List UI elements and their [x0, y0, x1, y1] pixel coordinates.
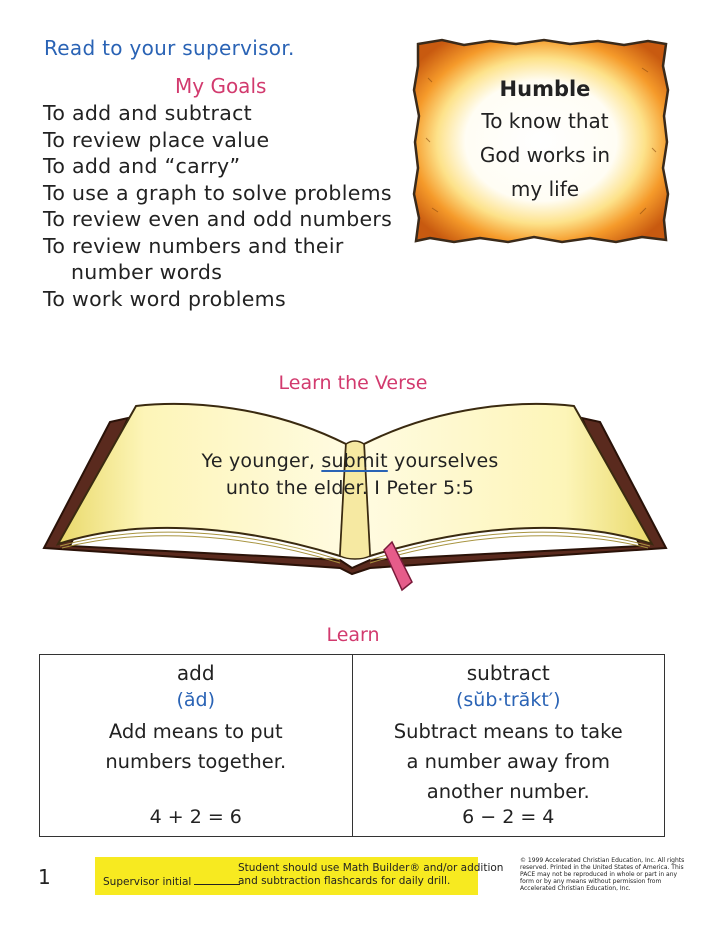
vocabulary-cell-subtract [352, 655, 665, 836]
goal-item: To review place value [43, 127, 270, 152]
example-equation: 4 + 2 = 6 [149, 806, 242, 828]
vocabulary-word: add [176, 661, 215, 685]
pronunciation: (sŭb·trăkt′) [455, 689, 561, 711]
goal-item: To work word problems [43, 286, 286, 311]
character-trait-card [440, 74, 650, 206]
goal-item: To review numbers and their [43, 233, 344, 258]
goal-item: To add and “carry” [43, 154, 241, 178]
character-trait-line: To know that [481, 109, 609, 133]
verse-underlined-word: submit [321, 450, 388, 472]
character-trait-line: my life [510, 177, 580, 201]
verse-line-2: unto the elder. I Peter 5:5 [225, 477, 475, 499]
definition: Add means to put numbers together. [105, 720, 287, 773]
definition: Subtract means to take a number away from another number. [393, 720, 623, 803]
memory-verse-text [140, 448, 560, 502]
vocabulary-word: subtract [466, 661, 550, 685]
character-trait-line: God works in [479, 143, 611, 167]
read-to-supervisor-instruction: Read to your supervisor. [44, 36, 295, 60]
goal-item: To use a graph to solve problems [43, 180, 392, 205]
copyright-notice: © 1999 Accelerated Christian Education, Inc. All rights reserved. Printed in the United States of America. This PACE may not be reproduced in whole or part in any form or by any means without permission from Accelerated Christian Education, Inc. [520, 857, 685, 892]
learn-heading: Learn [326, 624, 380, 646]
drill-note: Student should use Math Builder® and/or addition and subtraction flashcards for daily drill. [238, 862, 504, 887]
initial-line[interactable] [194, 875, 240, 885]
pronunciation: (ăd) [176, 689, 216, 711]
goals-list [43, 100, 392, 312]
vocabulary-cell-add [40, 655, 352, 836]
supervisor-initial-field[interactable]: Supervisor initial [103, 875, 240, 888]
example-equation: 6 − 2 = 4 [462, 806, 555, 828]
goal-item-continuation: number words [71, 260, 223, 284]
learn-verse-heading: Learn the Verse [278, 372, 428, 394]
verse-line-1: Ye younger, submit yourselves [201, 450, 499, 472]
page-number: 1 [38, 865, 51, 889]
goal-item: To add and subtract [43, 101, 253, 125]
goal-item: To review even and odd numbers [43, 207, 393, 231]
goals-title: My Goals [175, 74, 267, 98]
character-trait-title: Humble [499, 77, 591, 101]
vocabulary-table [39, 654, 665, 837]
